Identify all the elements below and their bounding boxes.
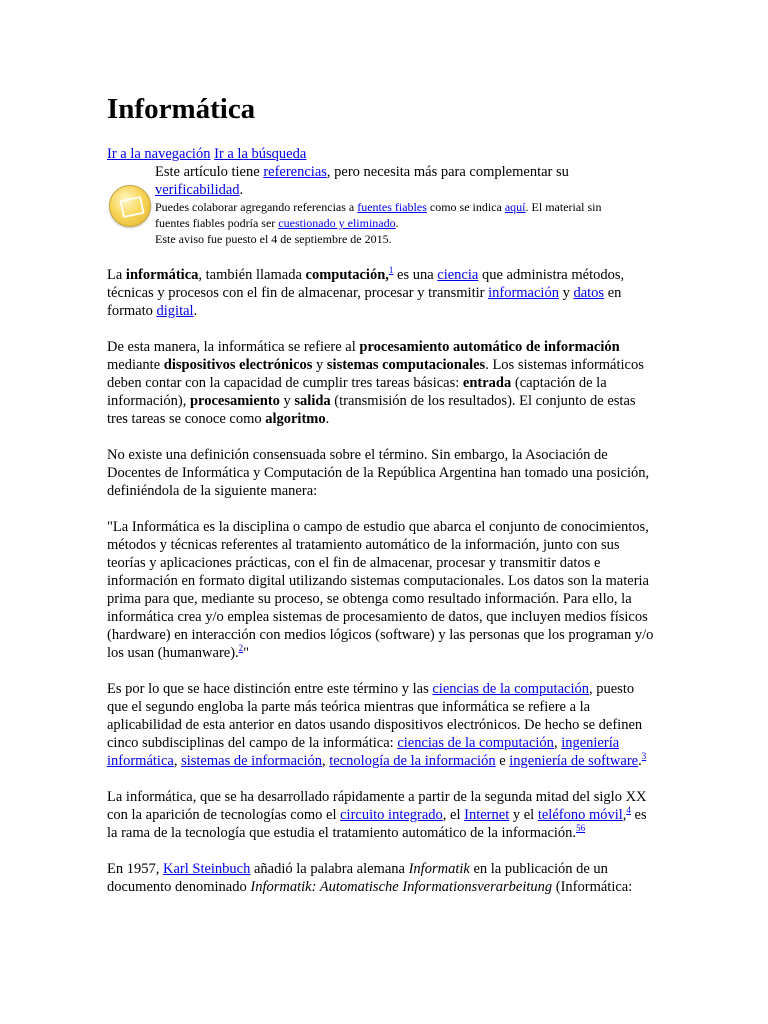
text: De esta manera, la informática se refiere al xyxy=(107,339,360,355)
paragraph-steinbuch xyxy=(107,860,655,896)
link-internet[interactable]: Internet xyxy=(464,807,510,823)
notice-text-span: . El material sin xyxy=(525,200,602,214)
link-ingenieria-informatica[interactable]: ingeniería informática xyxy=(107,735,620,769)
link-cuestionado-eliminado[interactable]: cuestionado y eliminado xyxy=(278,216,396,230)
book-icon xyxy=(109,185,151,227)
text: y el xyxy=(509,807,538,823)
text: . xyxy=(193,303,198,319)
notice-text-span: . xyxy=(395,216,399,230)
text: que administra métodos, técnicas y procesos con el fin de almacenar, procesar y transmitir xyxy=(107,267,625,301)
link-referencias[interactable]: referencias xyxy=(263,164,327,180)
text: añadió la palabra alemana xyxy=(250,861,409,877)
citation-link[interactable]: 2 xyxy=(238,643,244,654)
link-datos[interactable]: datos xyxy=(573,285,605,301)
text: " xyxy=(243,645,250,661)
paragraph-intro xyxy=(107,266,655,320)
text: . xyxy=(638,753,642,769)
paragraph-history xyxy=(107,788,655,842)
citation-link[interactable]: 4 xyxy=(626,805,631,816)
text: , el xyxy=(442,807,465,823)
citation-link[interactable]: 56 xyxy=(576,823,586,834)
notice-text xyxy=(155,163,675,247)
citation-link[interactable]: 1 xyxy=(388,265,394,276)
italic-term: Informatik: Automatische Informationsverarbeitung xyxy=(250,879,553,895)
text: En 1957, xyxy=(107,861,163,877)
text: La xyxy=(107,267,126,283)
text: e xyxy=(495,753,510,769)
text: . Los sistemas informáticos deben contar con la capacidad de cumplir tres tareas básicas: xyxy=(107,357,644,391)
notice-text-span: . xyxy=(239,182,244,198)
text: "La Informática es la disciplina o campo de estudio que abarca el conjunto de conocimientos, métodos y técnicas referentes al tratamiento automático de la información, junto con sus teorías y aplicaciones prácticas, con el fin de almacenar, procesar y transmitir datos e información en formato digital utilizando sistemas computacionales. Los datos son la materia prima para que, mediante su proceso, se obtenga como resultado información. Para ello, la informática crea y/o emplea sistemas de procesamiento de datos, que incluyen medios físicos (hardware) en interacción con medios lógicos (software) y las personas que los programan y/o los usan (humanware). xyxy=(107,519,654,661)
bold-term: procesamiento xyxy=(189,393,280,409)
citation-link[interactable]: 3 xyxy=(641,751,647,762)
link-sistemas-informacion[interactable]: sistemas de información xyxy=(181,753,323,769)
link-telefono-movil[interactable]: teléfono móvil xyxy=(537,807,623,823)
text: . xyxy=(325,411,330,427)
page-title: Informática xyxy=(107,93,256,125)
skip-to-navigation-link[interactable]: Ir a la navegación xyxy=(107,146,211,162)
text: , puesto que el segundo engloba la parte más teórica mientras que informática se refiere a la aplicabilidad de esta anterior en datos usando dispositivos electrónicos. De hecho se definen cinco subdisciplinas del campo de la informática: xyxy=(107,681,643,751)
text: y xyxy=(312,357,327,373)
notice-text-span: Puedes colaborar agregando referencias a xyxy=(155,200,358,214)
notice-text-span: , pero necesita más para complementar su xyxy=(326,164,569,180)
text: Es por lo que se hace distinción entre este término y las xyxy=(107,681,433,697)
text: en formato xyxy=(107,285,622,319)
link-karl-steinbuch[interactable]: Karl Steinbuch xyxy=(162,861,251,877)
italic-term: Informatik xyxy=(408,861,470,877)
text: , xyxy=(622,807,627,823)
notice-text-span: Este artículo tiene xyxy=(155,164,264,180)
text: , xyxy=(173,753,182,769)
link-ingenieria-software[interactable]: ingeniería de software xyxy=(509,753,639,769)
notice-line xyxy=(155,199,675,215)
link-fuentes-fiables[interactable]: fuentes fiables xyxy=(357,200,427,214)
link-ciencias-computacion[interactable]: ciencias de la computación xyxy=(432,681,589,697)
text: , xyxy=(553,735,562,751)
text: La informática, que se ha desarrollado rápidamente a partir de la segunda mitad del siglo XX con la aparición de tecnologías como el xyxy=(107,789,647,823)
bold-term: procesamiento automático de información xyxy=(359,339,620,355)
text: (Informática: xyxy=(552,879,633,895)
notice-line xyxy=(155,163,675,181)
link-ciencia[interactable]: ciencia xyxy=(437,267,479,283)
bold-term: salida xyxy=(294,393,331,409)
text: y xyxy=(279,393,295,409)
text: , también llamada xyxy=(198,267,306,283)
link-tecnologia-informacion[interactable]: tecnología de la información xyxy=(329,753,496,769)
link-circuito-integrado[interactable]: circuito integrado xyxy=(340,807,443,823)
notice-text-span: fuentes fiables podría ser xyxy=(155,216,279,230)
notice-date: Este aviso fue puesto el 4 de septiembre de 2015. xyxy=(155,232,392,246)
text: es una xyxy=(393,267,438,283)
link-informacion[interactable]: información xyxy=(488,285,559,301)
link-ciencias-computacion[interactable]: ciencias de la computación xyxy=(397,735,554,751)
paragraph-definition-intro: No existe una definición consensuada sobre el término. Sin embargo, la Asociación de Docentes de Informática y Computación de la República Argentina han tomado una posición, definiéndola de la siguiente manera: xyxy=(107,447,650,499)
bold-term: informática xyxy=(125,267,199,283)
notice-text-span: como se indica xyxy=(426,200,505,214)
text: (captación de la información), xyxy=(107,375,607,409)
notice-line xyxy=(155,181,675,199)
notice-line xyxy=(155,215,675,231)
text: es la rama de la tecnología que estudia el tratamiento automático de la información. xyxy=(107,807,647,841)
link-verificabilidad[interactable]: verificabilidad xyxy=(155,182,240,198)
bold-term: sistemas computacionales xyxy=(326,357,486,373)
bold-term: entrada xyxy=(462,375,512,391)
skip-to-search-link[interactable]: Ir a la búsqueda xyxy=(214,146,307,162)
link-digital[interactable]: digital xyxy=(156,303,194,319)
text: mediante xyxy=(107,357,164,373)
bold-term: computación, xyxy=(305,267,389,283)
article-body xyxy=(107,266,655,914)
link-aqui[interactable]: aquí xyxy=(504,200,526,214)
text: en la publicación de un documento denominado xyxy=(107,861,608,895)
bold-term: algoritmo xyxy=(265,411,326,427)
bold-term: dispositivos electrónicos xyxy=(163,357,313,373)
text: y xyxy=(558,285,574,301)
skip-links xyxy=(107,145,306,163)
paragraph-subdisciplines xyxy=(107,680,655,770)
paragraph-processing xyxy=(107,338,655,428)
paragraph-quote xyxy=(107,518,655,662)
text: (transmisión de los resultados). El conjunto de estas tres tareas se conoce como xyxy=(107,393,636,427)
text: , xyxy=(322,753,330,769)
